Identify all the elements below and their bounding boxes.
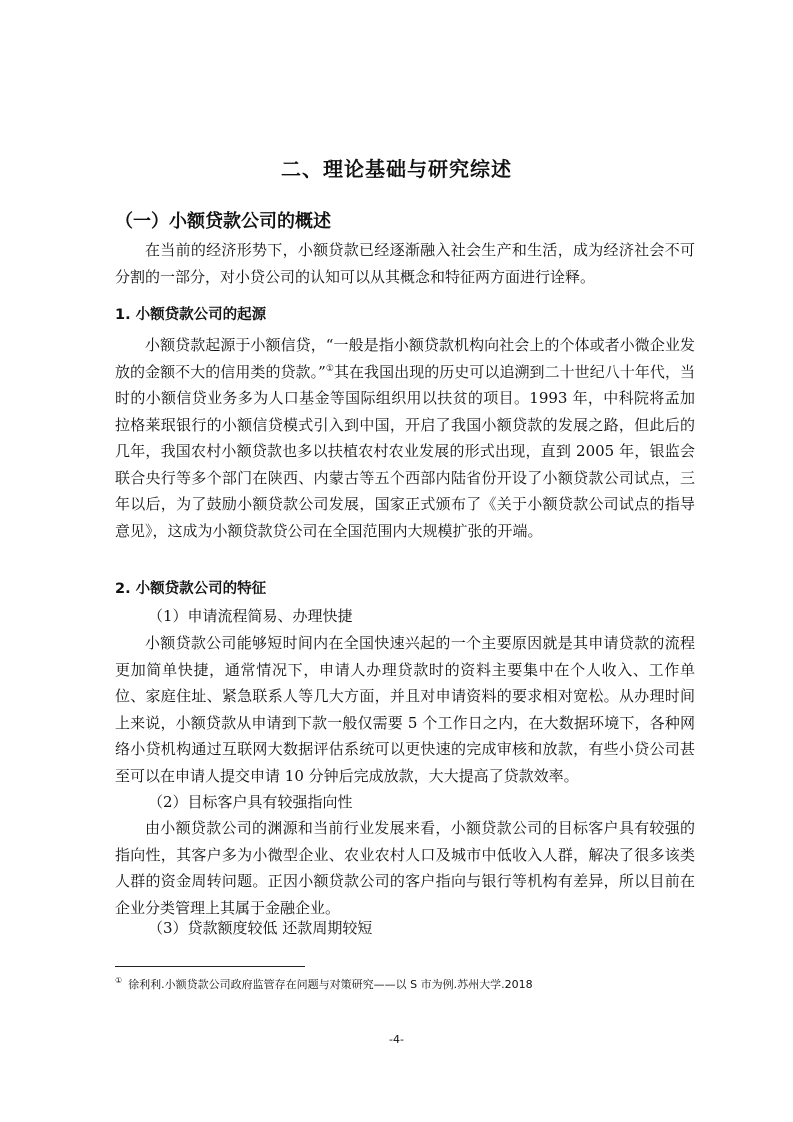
footnote-text: 徐利利.小额贷款公司政府监管存在问题与对策研究——以 S 市为例.苏州大学.2018: [128, 978, 533, 991]
footnote-reference: ①: [325, 363, 334, 374]
feature-item-2-title: （2）目标客户具有较强指向性: [148, 793, 353, 811]
feature-item-3-title: （3）贷款额度较低 还款周期较短: [148, 919, 373, 937]
feature-item-1-paragraph: 小额贷款公司能够短时间内在全国快速兴起的一个主要原因就是其申请贷款的流程更加简单快捷，通常情况下，申请人办理贷款时的资料主要集中在个人收入、工作单位、家庭住址、紧急联系人等几大方面，并且对申请资料的要求相对宽松。从办理时间上来说，小额贷款从申请到下款一般仅需要 5 个工作日之内，在大数据环境下，各种网络小贷机构通过互联网大数据评估系统可以更快速的完成审核和放款，有些小贷公司甚至可以在申请人提交申请 10 分钟后完成放款，大大提高了贷款效率。: [115, 634, 695, 785]
origin-paragraph: [115, 332, 695, 544]
footnote: [115, 976, 533, 992]
page-number: -4-: [389, 1033, 404, 1046]
footnote-divider: [115, 966, 305, 967]
footnote-marker: ①: [115, 976, 123, 986]
subsection-heading-origin: 1. 小额贷款公司的起源: [115, 307, 267, 323]
origin-paragraph-part-a: 小额贷款起源于小额信贷，“一般是指小额贷款机构向社会上的个体或者小微企业发放的金额不大的信用类的贷款。”: [115, 336, 695, 381]
origin-paragraph-part-b: 其在我国出现的历史可以追溯到二十世纪八十年代，当时的小额信贷业务多为人口基金等国际组织用以扶贫的项目。1993 年，中科院将孟加拉格莱珉银行的小额信贷模式引入到中国，开启了我国小额贷款的发展之路，但此后的几年，我国农村小额贷款也多以扶植农村农业发展的形式出现，直到 2005 年，银监会联合央行等多个部门在陕西、内蒙古等五个西部内陆省份开设了小额贷款公司试点，三年以后，为了鼓励小额贷款公司发展，国家正式颁布了《关于小额贷款公司试点的指导意见》，这成为小额贷款贷公司在全国范围内大规模扩张的开端。: [115, 362, 695, 540]
feature-item-1-title: （1）申请流程简易、办理快捷: [148, 607, 353, 625]
intro-paragraph: 在当前的经济形势下，小额贷款已经逐渐融入社会生产和生活，成为经济社会不可分割的一部分，对小贷公司的认知可以从其概念和特征两方面进行诠释。: [115, 241, 695, 286]
feature-item-2-paragraph: 由小额贷款公司的渊源和当前行业发展来看，小额贷款公司的目标客户具有较强的指向性，其客户多为小微型企业、农业农村人口及城市中低收入人群，解决了很多该类人群的资金周转问题。正因小额贷款公司的客户指向与银行等机构有差异，所以目前在企业分类管理上其属于金融企业。: [115, 819, 695, 917]
chapter-title: 二、理论基础与研究综述: [281, 157, 512, 181]
section-heading: （一）小额贷款公司的概述: [115, 211, 331, 232]
subsection-heading-features: 2. 小额贷款公司的特征: [115, 581, 267, 597]
